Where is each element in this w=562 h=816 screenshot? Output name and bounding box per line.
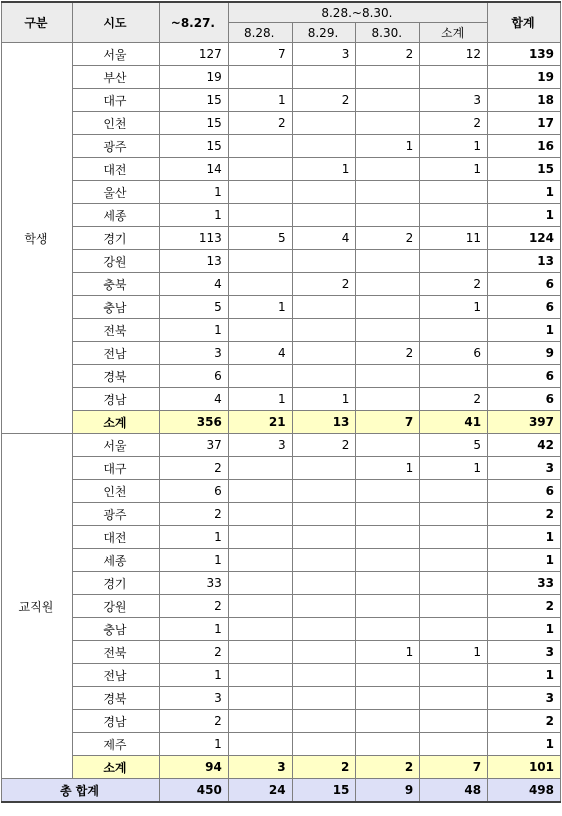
value-cell: [228, 66, 292, 89]
table-row: [2, 618, 561, 641]
region-cell: 대구: [72, 457, 159, 480]
value-cell: 4: [228, 342, 292, 365]
table-row: [2, 227, 561, 250]
header-period-subtotal: 소계: [420, 23, 488, 43]
table-row: [2, 319, 561, 342]
value-cell: 2: [159, 641, 228, 664]
table-row: [2, 710, 561, 733]
total-cell: 6: [488, 480, 561, 503]
value-cell: [228, 710, 292, 733]
table-row: [2, 549, 561, 572]
total-cell: 2: [488, 710, 561, 733]
header-category: 구분: [2, 2, 73, 43]
value-cell: [292, 641, 356, 664]
value-cell: [356, 503, 420, 526]
value-cell: 3: [292, 43, 356, 66]
subtotal-value: 41: [420, 411, 488, 434]
value-cell: [292, 342, 356, 365]
value-cell: [420, 710, 488, 733]
table-row: [2, 664, 561, 687]
value-cell: [228, 273, 292, 296]
total-cell: 17: [488, 112, 561, 135]
total-cell: 15: [488, 158, 561, 181]
value-cell: [228, 365, 292, 388]
region-cell: 충북: [72, 273, 159, 296]
value-cell: [292, 135, 356, 158]
table-row: [2, 112, 561, 135]
value-cell: [292, 503, 356, 526]
value-cell: 1: [420, 135, 488, 158]
value-cell: [356, 181, 420, 204]
value-cell: 33: [159, 572, 228, 595]
region-cell: 대전: [72, 526, 159, 549]
subtotal-value: 3: [228, 756, 292, 779]
value-cell: [356, 480, 420, 503]
value-cell: [292, 112, 356, 135]
value-cell: 113: [159, 227, 228, 250]
value-cell: [228, 503, 292, 526]
region-cell: 전북: [72, 319, 159, 342]
value-cell: [356, 572, 420, 595]
value-cell: 1: [159, 733, 228, 756]
value-cell: [228, 204, 292, 227]
value-cell: 14: [159, 158, 228, 181]
value-cell: [292, 549, 356, 572]
value-cell: 19: [159, 66, 228, 89]
table-row: [2, 66, 561, 89]
total-cell: 1: [488, 526, 561, 549]
value-cell: [420, 733, 488, 756]
region-cell: 경기: [72, 227, 159, 250]
table-row: [2, 526, 561, 549]
value-cell: 37: [159, 434, 228, 457]
value-cell: [228, 572, 292, 595]
grand-total-value: 15: [292, 779, 356, 803]
value-cell: 5: [228, 227, 292, 250]
total-cell: 9: [488, 342, 561, 365]
value-cell: [292, 319, 356, 342]
table-row: [2, 135, 561, 158]
value-cell: 127: [159, 43, 228, 66]
total-cell: 16: [488, 135, 561, 158]
value-cell: 1: [159, 664, 228, 687]
value-cell: 7: [228, 43, 292, 66]
value-cell: 2: [159, 595, 228, 618]
value-cell: 2: [228, 112, 292, 135]
region-cell: 강원: [72, 595, 159, 618]
subtotal-value: 2: [292, 756, 356, 779]
total-cell: 1: [488, 204, 561, 227]
value-cell: 4: [292, 227, 356, 250]
value-cell: [420, 503, 488, 526]
total-cell: 2: [488, 595, 561, 618]
value-cell: 5: [159, 296, 228, 319]
region-cell: 경북: [72, 365, 159, 388]
table-row: [2, 158, 561, 181]
total-cell: 1: [488, 733, 561, 756]
value-cell: 1: [159, 618, 228, 641]
value-cell: 1: [159, 181, 228, 204]
table-header: [2, 2, 561, 43]
value-cell: 1: [356, 135, 420, 158]
table-row: [2, 43, 561, 66]
value-cell: [228, 664, 292, 687]
value-cell: [228, 595, 292, 618]
value-cell: 1: [420, 158, 488, 181]
total-cell: 1: [488, 549, 561, 572]
value-cell: 2: [356, 342, 420, 365]
total-cell: 13: [488, 250, 561, 273]
value-cell: 2: [292, 89, 356, 112]
value-cell: [356, 250, 420, 273]
subtotal-value: 21: [228, 411, 292, 434]
table-row: [2, 388, 561, 411]
value-cell: [292, 66, 356, 89]
value-cell: 1: [420, 457, 488, 480]
region-cell: 충남: [72, 618, 159, 641]
region-cell: 세종: [72, 549, 159, 572]
value-cell: 2: [292, 434, 356, 457]
value-cell: [228, 618, 292, 641]
value-cell: 13: [159, 250, 228, 273]
value-cell: 1: [356, 641, 420, 664]
value-cell: [420, 204, 488, 227]
value-cell: 2: [420, 388, 488, 411]
value-cell: [228, 158, 292, 181]
value-cell: [356, 664, 420, 687]
value-cell: 1: [159, 319, 228, 342]
value-cell: 2: [159, 710, 228, 733]
table-row: [2, 204, 561, 227]
value-cell: 3: [159, 342, 228, 365]
table-row: [2, 365, 561, 388]
table-row: [2, 434, 561, 457]
value-cell: 5: [420, 434, 488, 457]
value-cell: 1: [159, 549, 228, 572]
table-row: [2, 595, 561, 618]
table-row: [2, 480, 561, 503]
value-cell: [228, 641, 292, 664]
value-cell: 4: [159, 388, 228, 411]
header-date-828: 8.28.: [228, 23, 292, 43]
grand-total-value: 498: [488, 779, 561, 803]
value-cell: 1: [228, 388, 292, 411]
value-cell: 1: [159, 204, 228, 227]
cases-table: [1, 1, 561, 803]
value-cell: [228, 549, 292, 572]
value-cell: [420, 618, 488, 641]
value-cell: [292, 595, 356, 618]
value-cell: [356, 273, 420, 296]
subtotal-value: 13: [292, 411, 356, 434]
value-cell: [420, 365, 488, 388]
table-row: [2, 733, 561, 756]
header-period: 8.28.~8.30.: [228, 2, 487, 23]
value-cell: [356, 733, 420, 756]
header-until-827: ~8.27.: [159, 2, 228, 43]
value-cell: 1: [228, 89, 292, 112]
value-cell: [292, 618, 356, 641]
table-row: [2, 181, 561, 204]
grand-total-label: 총 합계: [2, 779, 160, 803]
value-cell: 12: [420, 43, 488, 66]
region-cell: 제주: [72, 733, 159, 756]
value-cell: [292, 526, 356, 549]
table-row: [2, 572, 561, 595]
value-cell: [356, 158, 420, 181]
region-cell: 경기: [72, 572, 159, 595]
value-cell: [228, 250, 292, 273]
value-cell: 1: [228, 296, 292, 319]
region-cell: 부산: [72, 66, 159, 89]
value-cell: 11: [420, 227, 488, 250]
subtotal-value: 94: [159, 756, 228, 779]
table-row: [2, 641, 561, 664]
value-cell: [420, 181, 488, 204]
value-cell: 3: [228, 434, 292, 457]
total-cell: 2: [488, 503, 561, 526]
value-cell: [228, 733, 292, 756]
total-cell: 6: [488, 296, 561, 319]
value-cell: 1: [420, 296, 488, 319]
total-cell: 18: [488, 89, 561, 112]
region-cell: 경남: [72, 710, 159, 733]
value-cell: [420, 66, 488, 89]
value-cell: [228, 319, 292, 342]
value-cell: 15: [159, 112, 228, 135]
value-cell: [356, 595, 420, 618]
subtotal-value: 2: [356, 756, 420, 779]
grand-total-value: 24: [228, 779, 292, 803]
table-row: [2, 342, 561, 365]
value-cell: 1: [420, 641, 488, 664]
region-cell: 광주: [72, 503, 159, 526]
value-cell: 3: [159, 687, 228, 710]
value-cell: [292, 181, 356, 204]
region-cell: 경북: [72, 687, 159, 710]
value-cell: [420, 319, 488, 342]
region-cell: 서울: [72, 43, 159, 66]
value-cell: 3: [420, 89, 488, 112]
value-cell: [420, 480, 488, 503]
region-cell: 서울: [72, 434, 159, 457]
region-cell: 전북: [72, 641, 159, 664]
table-row: [2, 687, 561, 710]
value-cell: [420, 595, 488, 618]
value-cell: 2: [159, 457, 228, 480]
value-cell: [420, 549, 488, 572]
value-cell: [420, 572, 488, 595]
value-cell: [420, 250, 488, 273]
table-body: [2, 43, 561, 803]
group-label: 학생: [2, 43, 73, 434]
subtotal-value: 397: [488, 411, 561, 434]
value-cell: [356, 296, 420, 319]
subtotal-value: 7: [420, 756, 488, 779]
total-cell: 1: [488, 618, 561, 641]
value-cell: [292, 572, 356, 595]
value-cell: [356, 319, 420, 342]
value-cell: [356, 710, 420, 733]
value-cell: 15: [159, 135, 228, 158]
total-cell: 6: [488, 273, 561, 296]
table-row: [2, 250, 561, 273]
table-row: [2, 89, 561, 112]
value-cell: [420, 526, 488, 549]
value-cell: [356, 526, 420, 549]
value-cell: [356, 434, 420, 457]
grand-total-value: 48: [420, 779, 488, 803]
header-date-830: 8.30.: [356, 23, 420, 43]
region-cell: 충남: [72, 296, 159, 319]
value-cell: [292, 480, 356, 503]
value-cell: [356, 112, 420, 135]
region-cell: 강원: [72, 250, 159, 273]
value-cell: [292, 250, 356, 273]
region-cell: 대전: [72, 158, 159, 181]
total-cell: 42: [488, 434, 561, 457]
table-row: [2, 273, 561, 296]
table-row: [2, 457, 561, 480]
region-cell: 경남: [72, 388, 159, 411]
value-cell: [292, 365, 356, 388]
value-cell: [228, 457, 292, 480]
group-label: 교직원: [2, 434, 73, 779]
subtotal-label: 소계: [72, 411, 159, 434]
region-cell: 전남: [72, 342, 159, 365]
value-cell: 4: [159, 273, 228, 296]
total-cell: 124: [488, 227, 561, 250]
grand-total-row: [2, 779, 561, 803]
subtotal-row: [2, 756, 561, 779]
value-cell: 1: [292, 388, 356, 411]
header-total: 합계: [488, 2, 561, 43]
value-cell: 2: [356, 227, 420, 250]
value-cell: [292, 664, 356, 687]
total-cell: 3: [488, 687, 561, 710]
subtotal-value: 101: [488, 756, 561, 779]
total-cell: 139: [488, 43, 561, 66]
value-cell: 6: [159, 365, 228, 388]
value-cell: 1: [159, 526, 228, 549]
value-cell: 6: [420, 342, 488, 365]
value-cell: [356, 388, 420, 411]
value-cell: 2: [159, 503, 228, 526]
total-cell: 1: [488, 181, 561, 204]
value-cell: [356, 66, 420, 89]
table-row: [2, 503, 561, 526]
total-cell: 19: [488, 66, 561, 89]
grand-total-value: 450: [159, 779, 228, 803]
value-cell: [228, 480, 292, 503]
subtotal-value: 356: [159, 411, 228, 434]
region-cell: 전남: [72, 664, 159, 687]
value-cell: 15: [159, 89, 228, 112]
value-cell: [292, 733, 356, 756]
value-cell: [228, 526, 292, 549]
value-cell: [356, 618, 420, 641]
value-cell: [228, 687, 292, 710]
value-cell: 2: [420, 273, 488, 296]
region-cell: 세종: [72, 204, 159, 227]
header-date-829: 8.29.: [292, 23, 356, 43]
region-cell: 인천: [72, 480, 159, 503]
total-cell: 6: [488, 388, 561, 411]
value-cell: [356, 204, 420, 227]
value-cell: [420, 687, 488, 710]
subtotal-label: 소계: [72, 756, 159, 779]
region-cell: 인천: [72, 112, 159, 135]
value-cell: [292, 457, 356, 480]
subtotal-row: [2, 411, 561, 434]
value-cell: 1: [356, 457, 420, 480]
value-cell: [356, 549, 420, 572]
subtotal-value: 7: [356, 411, 420, 434]
region-cell: 광주: [72, 135, 159, 158]
value-cell: 6: [159, 480, 228, 503]
value-cell: [420, 664, 488, 687]
value-cell: [356, 365, 420, 388]
total-cell: 1: [488, 664, 561, 687]
value-cell: [292, 687, 356, 710]
grand-total-value: 9: [356, 779, 420, 803]
value-cell: [292, 296, 356, 319]
value-cell: [228, 135, 292, 158]
value-cell: [292, 710, 356, 733]
total-cell: 3: [488, 641, 561, 664]
header-region: 시도: [72, 2, 159, 43]
total-cell: 3: [488, 457, 561, 480]
table-row: [2, 296, 561, 319]
value-cell: 2: [356, 43, 420, 66]
value-cell: 1: [292, 158, 356, 181]
value-cell: [228, 181, 292, 204]
total-cell: 33: [488, 572, 561, 595]
total-cell: 1: [488, 319, 561, 342]
value-cell: 2: [420, 112, 488, 135]
region-cell: 울산: [72, 181, 159, 204]
value-cell: [292, 204, 356, 227]
value-cell: [356, 89, 420, 112]
value-cell: [356, 687, 420, 710]
total-cell: 6: [488, 365, 561, 388]
region-cell: 대구: [72, 89, 159, 112]
value-cell: 2: [292, 273, 356, 296]
